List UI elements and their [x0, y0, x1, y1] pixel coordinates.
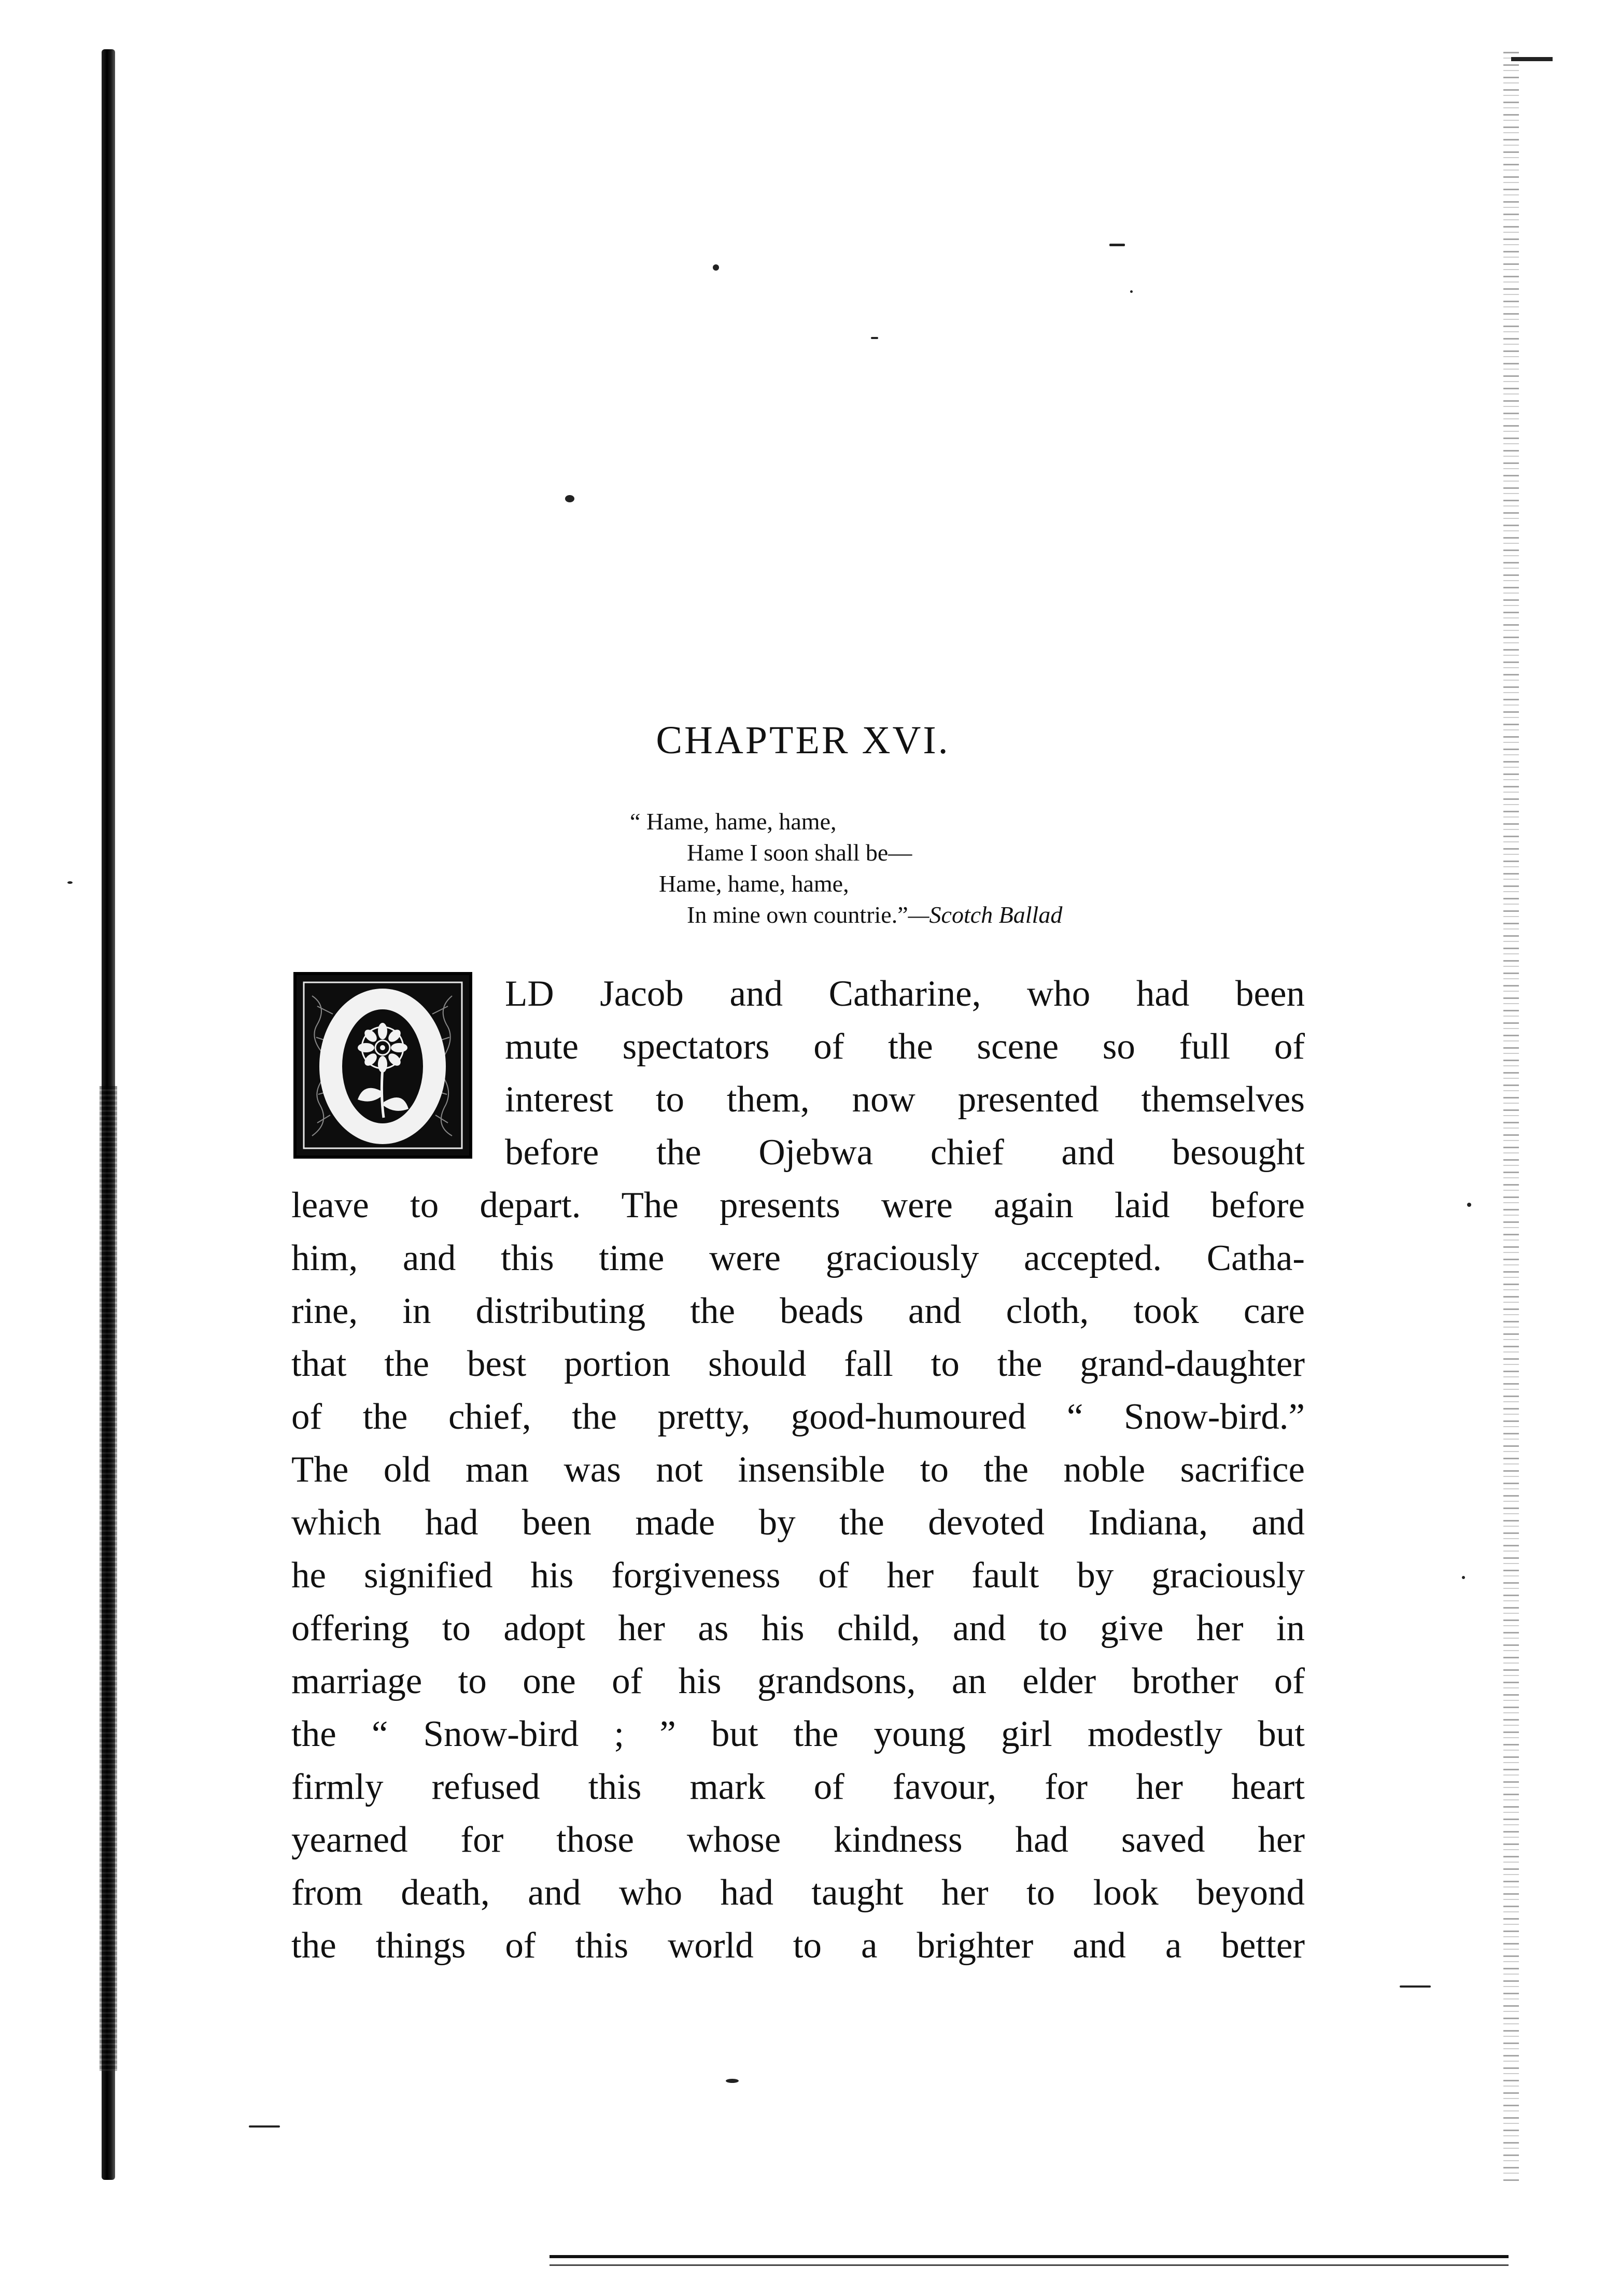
- body-line: offering to adopt her as his child, and to give her in: [291, 1608, 1305, 1649]
- body-line: mute spectators of the scene so full of: [505, 1026, 1305, 1067]
- body-line: the “ Snow-bird ; ” but the young girl modestly but: [291, 1714, 1305, 1754]
- page-right-edge-corner: [1511, 57, 1553, 61]
- body-line: from death, and who had taught her to look beyond: [291, 1872, 1305, 1913]
- body-line: yearned for those whose kindness had saved her: [291, 1820, 1305, 1860]
- epigraph: [630, 806, 1304, 931]
- scan-speck: [726, 2079, 739, 2083]
- epigraph-line: Hame, hame, hame,: [659, 870, 849, 897]
- page-bottom-rule: [550, 2255, 1509, 2258]
- scan-speck: [713, 264, 719, 271]
- body-line: interest to them, now presented themselves: [505, 1079, 1305, 1120]
- page-binding-edge: [102, 49, 115, 2180]
- body-line: leave to depart. The presents were again laid before: [291, 1185, 1305, 1226]
- page-right-edge: [1503, 52, 1519, 2182]
- epigraph-line: In mine own countrie.”: [687, 902, 908, 928]
- body-line: before the Ojebwa chief and besought: [505, 1132, 1305, 1173]
- body-line: The old man was not insensible to the noble sacrifice: [291, 1449, 1305, 1490]
- epigraph-source: —Scotch Ballad: [908, 902, 1063, 928]
- page-bottom-rule-thin: [550, 2264, 1509, 2266]
- epigraph-line: Hame I soon shall be—: [687, 839, 912, 866]
- epigraph-line: “ Hame, hame, hame,: [630, 808, 837, 835]
- scan-speck: [67, 881, 73, 884]
- scan-speck: [1467, 1203, 1471, 1207]
- epigraph-last-line: [630, 899, 1304, 931]
- scan-speck: [871, 337, 878, 339]
- chapter-title: CHAPTER XVI.: [656, 719, 950, 762]
- body-line: firmly refused this mark of favour, for her heart: [291, 1767, 1305, 1807]
- body-line: which had been made by the devoted Indiana, and: [291, 1502, 1305, 1543]
- body-line: he signified his forgiveness of her fault by graciously: [291, 1555, 1305, 1596]
- body-line: him, and this time were graciously accepted. Catha-: [291, 1238, 1305, 1278]
- scan-speck: [249, 2125, 280, 2128]
- body-line: rine, in distributing the beads and cloth, took care: [291, 1291, 1305, 1331]
- scan-speck: [1400, 1985, 1431, 1988]
- scan-speck: [1462, 1576, 1465, 1579]
- scan-speck: [565, 495, 574, 502]
- chapter-body-text: [291, 967, 1305, 1972]
- body-line: the things of this world to a brighter and a better: [291, 1925, 1305, 1966]
- body-line: marriage to one of his grandsons, an elder brother of: [291, 1661, 1305, 1701]
- body-line: of the chief, the pretty, good-humoured “ Snow-bird.”: [291, 1397, 1305, 1437]
- body-line: LD Jacob and Catharine, who had been: [505, 974, 1305, 1014]
- scan-speck: [1109, 244, 1125, 246]
- scan-speck: [1130, 290, 1133, 293]
- body-line: that the best portion should fall to the grand-daughter: [291, 1344, 1305, 1384]
